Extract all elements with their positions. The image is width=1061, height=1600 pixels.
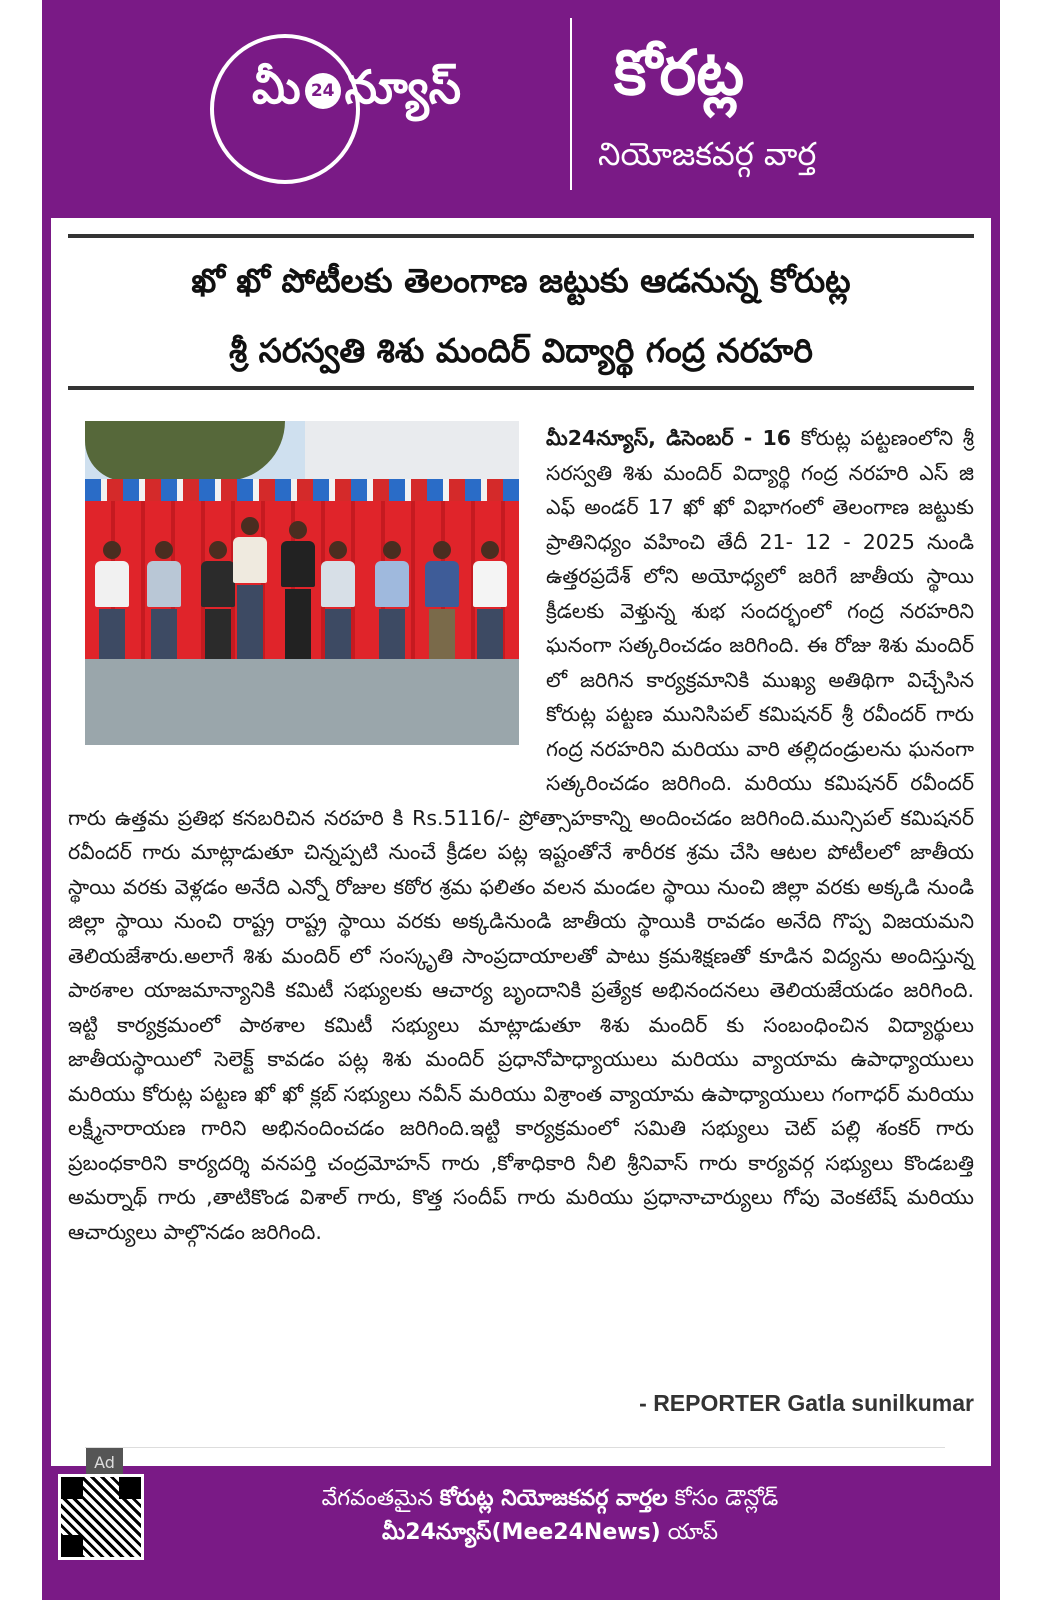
photo-stage-floor [85, 659, 519, 745]
photo-building [305, 421, 519, 485]
photo-tree [85, 421, 285, 481]
article-headline [68, 246, 974, 386]
banner-line-1: వేగవంతమైన కోరుట్ల నియోజకవర్గ వార్తల కోసం డౌన్లోడ్ [321, 1486, 779, 1511]
article-dateline: మీ24న్యూస్, డిసెంబర్ - 16 [546, 426, 792, 450]
photo-speaker [281, 521, 315, 639]
clock-24-icon: 24 [305, 73, 341, 109]
ad-badge: Ad [86, 1448, 123, 1478]
event-photo [85, 421, 519, 745]
photo-person [201, 541, 235, 659]
constituency-name: కోరట్ల [614, 36, 745, 109]
photo-person [375, 541, 409, 659]
article-text: కోరుట్ల పట్టణంలోని శ్రీ సరస్వతి శిశు మందిర్ విద్యార్థి గంద్ర నరహరి ఎస్ జి ఎఫ్ అండర్ 17 ఖో ఖో విభాగంలో తెలంగాణ జట్టుకు ప్రాతినిధ్యం వహించి తేదీ 21- 12 - 2025 నుండి ఉత్తరప్రదేశ్ లోని అయోధ్యలో జరిగే జాతీయ స్థాయి క్రీడలకు వెళ్తున్న శుభ సందర్భంలో గంద్ర నరహరిని ఘనంగా సత్కరించడం జరిగింది. ఈ రోజు శిశు మందిర్ లో జరిగిన కార్యక్రమానికి ముఖ్య అతిథిగా విచ్చేసిన కోరుట్ల పట్టణ మునిసిపల్ కమిషనర్ శ్రీ రవీందర్ గారు గంద్ర నరహరిని మరియు వారి తల్లిదండ్రులను ఘనంగా సత్కరించడం జరిగింది. మరియు కమిషనర్ రవీందర్ గారు ఉత్తమ ప్రతిభ కనబరిచిన నరహరి కి Rs.5116/- ప్రోత్సాహకాన్ని అందించడం జరిగింది.మున్సిపల్ కమిషనర్ రవీందర్ గారు మాట్లాడుతూ చిన్నప్పటి నుంచే క్రీడల పట్ల ఇష్టంతోనే శారీరక శ్రమ చేసి ఆటల పోటీలలో జాతీయ స్థాయి వరకు వెళ్లడం అనేది ఎన్నో రోజుల కఠోర శ్రమ ఫలితం వలన మండల స్థాయి నుంచి జిల్లా వరకు అక్కడి నుండి జిల్లా స్థాయి నుంచి రాష్ట్ర రాష్ట్ర స్థాయి వరకు అక్కడినుండి జాతీయ స్థాయికి రావడం అనేది గొప్ప విజయమని తెలియజేశారు.అలాగే శిశు మందిర్ లో సంస్కృతి సాంప్రదాయాలతో పాటు క్రమశిక్షణతో కూడిన విద్యను అందిస్తున్న పాఠశాల యాజమాన్యానికి కమిటీ సభ్యులకు ఆచార్య బృందానికి ప్రత్యేక అభినందనలు తెలియజేయడం జరిగింది. ఇట్టి కార్యక్రమంలో పాఠశాల కమిటీ సభ్యులు మాట్లాడుతూ శిశు మందిర్ కు సంబంధించిన విద్యార్థులు జాతీయస్థాయిలో సెలెక్ట్ కావడం పట్ల శిశు మందిర్ ప్రధానోపాధ్యాయులు మరియు వ్యాయామ ఉపాధ్యాయులు మరియు కోరుట్ల పట్టణ ఖో ఖో క్లబ్ సభ్యులు నవీన్ మరియు విశ్రాంత వ్యాయామ ఉపాధ్యాయులు గంగాధర్ మరియు లక్ష్మీనారాయణ గారిని అభినందించడం జరిగింది.ఇట్టి కార్యక్రమంలో సమితి సభ్యులు చెట్ పల్లి శంకర్ గారు ప్రబంధకారిని కార్యదర్శి వనపర్తి చంద్రమోహన్ గారు ,కోశాధికారి నీలి శ్రీనివాస్ గారు కార్యవర్గ సభ్యులు కొండబత్తి అమర్నాథ్ గారు ,తాటికొండ విశాల్ గారు, కొత్త సందీప్ గారు మరియు ప్రధానాచార్యులు గోపు వెంకటేష్ మరియు ఆచార్యులు పాల్గొనడం జరిగింది. [68, 426, 974, 1244]
photo-valance [85, 479, 519, 501]
article-sheet [51, 218, 991, 1466]
headline-top-rule [68, 234, 974, 238]
logo-prefix: మీ [252, 60, 301, 114]
photo-person [473, 541, 507, 659]
photo-person [321, 541, 355, 659]
reporter-credit: - REPORTER Gatla sunilkumar [639, 1390, 974, 1416]
headline-bottom-rule [68, 386, 974, 390]
photo-person [95, 541, 129, 659]
headline-line-2: శ్రీ సరస్వతి శిశు మందిర్ విద్యార్థి గంద్ర నరహరి [229, 331, 813, 370]
masthead [42, 0, 1000, 218]
headline-line-1: ఖో ఖో పోటీలకు తెలంగాణ జట్టుకు ఆడనున్న కోరుట్ల [191, 261, 851, 300]
logo-suffix: న్యూస్ [344, 60, 462, 114]
app-download-banner[interactable] [150, 1482, 950, 1550]
photo-person [147, 541, 181, 659]
header-divider [570, 18, 572, 190]
qr-code-icon[interactable] [58, 1474, 144, 1560]
constituency-subtitle: నియోజకవర్గ వార్త [598, 135, 817, 173]
footer-rule [85, 1447, 945, 1448]
photo-person [425, 541, 459, 659]
photo-person [233, 517, 267, 635]
mee24news-logo [252, 60, 462, 114]
banner-line-2: మీ24న్యూస్(Mee24News) యాప్ [381, 1520, 719, 1545]
